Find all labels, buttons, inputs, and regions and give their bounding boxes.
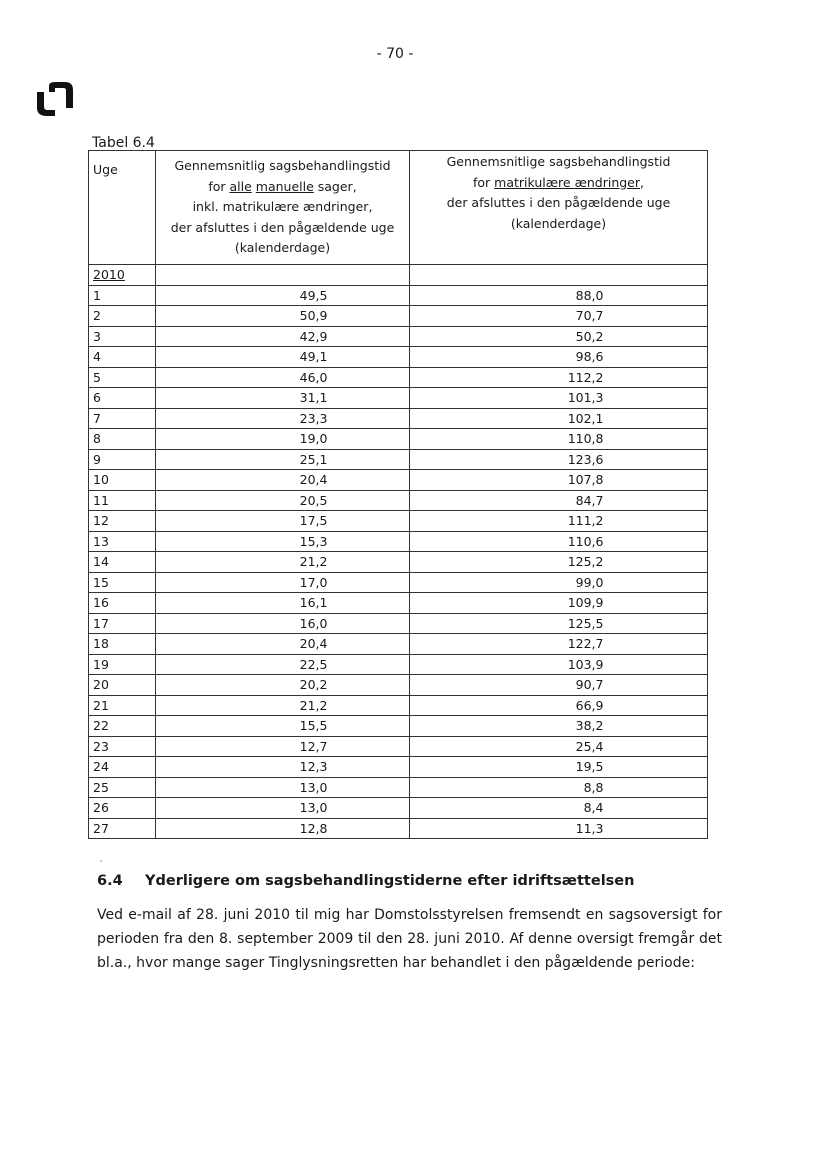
week-cell: 23 — [89, 736, 156, 757]
all-manual-value: 15,3 — [156, 531, 410, 552]
cadastral-value: 50,2 — [410, 326, 708, 347]
cadastral-value: 19,5 — [410, 757, 708, 778]
week-cell: 4 — [89, 347, 156, 368]
cadastral-value: 38,2 — [410, 716, 708, 737]
table-row — [89, 593, 708, 614]
week-cell: 12 — [89, 511, 156, 532]
week-cell: 22 — [89, 716, 156, 737]
week-cell: 8 — [89, 429, 156, 450]
section-title: Yderligere om sagsbehandlingstiderne efter idriftsættelsen — [145, 873, 635, 889]
year-row — [89, 265, 708, 286]
cadastral-value: 98,6 — [410, 347, 708, 368]
table-row — [89, 634, 708, 655]
all-manual-value: 13,0 — [156, 798, 410, 819]
scan-speck — [100, 860, 102, 862]
data-table — [88, 150, 708, 839]
table-row — [89, 613, 708, 634]
cadastral-value: 109,9 — [410, 593, 708, 614]
table-row — [89, 654, 708, 675]
table-caption: Tabel 6.4 — [92, 135, 155, 151]
week-cell: 14 — [89, 552, 156, 573]
all-manual-value: 17,5 — [156, 511, 410, 532]
all-manual-value: 31,1 — [156, 388, 410, 409]
table-row — [89, 757, 708, 778]
all-manual-value: 20,4 — [156, 634, 410, 655]
week-cell: 21 — [89, 695, 156, 716]
cadastral-value: 111,2 — [410, 511, 708, 532]
table-row — [89, 777, 708, 798]
table-row — [89, 675, 708, 696]
table-row — [89, 429, 708, 450]
table-row — [89, 347, 708, 368]
header-cadastral-changes: Gennemsnitlige sagsbehandlingstid for matrikulære ændringer, der afsluttes i den pågældende uge (kalenderdage) — [410, 151, 708, 265]
table-row — [89, 511, 708, 532]
table-row — [89, 306, 708, 327]
week-cell: 13 — [89, 531, 156, 552]
cadastral-value: 102,1 — [410, 408, 708, 429]
week-cell: 24 — [89, 757, 156, 778]
cadastral-value: 84,7 — [410, 490, 708, 511]
cadastral-value: 8,8 — [410, 777, 708, 798]
week-cell: 26 — [89, 798, 156, 819]
week-cell: 11 — [89, 490, 156, 511]
cadastral-value: 99,0 — [410, 572, 708, 593]
table-row — [89, 818, 708, 839]
table-row — [89, 285, 708, 306]
table-row — [89, 490, 708, 511]
table-header-row — [89, 151, 708, 265]
section-heading — [97, 873, 634, 889]
all-manual-value: 22,5 — [156, 654, 410, 675]
table-row — [89, 572, 708, 593]
cadastral-value: 88,0 — [410, 285, 708, 306]
cadastral-value: 122,7 — [410, 634, 708, 655]
cadastral-value: 123,6 — [410, 449, 708, 470]
table-row — [89, 736, 708, 757]
table-row — [89, 716, 708, 737]
all-manual-value: 16,1 — [156, 593, 410, 614]
header-week: Uge — [89, 151, 156, 265]
all-manual-value: 20,5 — [156, 490, 410, 511]
cadastral-value: 103,9 — [410, 654, 708, 675]
table-row — [89, 449, 708, 470]
table-row — [89, 695, 708, 716]
cadastral-value: 25,4 — [410, 736, 708, 757]
all-manual-value: 16,0 — [156, 613, 410, 634]
all-manual-value: 12,3 — [156, 757, 410, 778]
all-manual-value: 15,5 — [156, 716, 410, 737]
table-row — [89, 798, 708, 819]
body-paragraph: Ved e-mail af 28. juni 2010 til mig har Domstolsstyrelsen fremsendt en sagsoversigt for perioden fra den 8. september 2009 til den 28. juni 2010. Af denne oversigt fremgår det bl.a., hvor mange sager Tinglysningsretten har behandlet i den pågældende periode: — [97, 907, 722, 971]
week-cell: 5 — [89, 367, 156, 388]
week-cell: 19 — [89, 654, 156, 675]
all-manual-value: 50,9 — [156, 306, 410, 327]
week-cell: 25 — [89, 777, 156, 798]
table-row — [89, 326, 708, 347]
cadastral-value: 90,7 — [410, 675, 708, 696]
cadastral-value: 125,2 — [410, 552, 708, 573]
all-manual-value: 21,2 — [156, 695, 410, 716]
all-manual-value: 13,0 — [156, 777, 410, 798]
section-number: 6.4 — [97, 873, 123, 889]
table-row — [89, 470, 708, 491]
cadastral-value: 110,6 — [410, 531, 708, 552]
cadastral-value: 125,5 — [410, 613, 708, 634]
week-cell: 9 — [89, 449, 156, 470]
cadastral-value: 70,7 — [410, 306, 708, 327]
cadastral-value: 112,2 — [410, 367, 708, 388]
cadastral-value: 66,9 — [410, 695, 708, 716]
table-row — [89, 531, 708, 552]
cadastral-value: 11,3 — [410, 818, 708, 839]
week-cell: 16 — [89, 593, 156, 614]
cadastral-value: 101,3 — [410, 388, 708, 409]
all-manual-value: 21,2 — [156, 552, 410, 573]
all-manual-value: 20,4 — [156, 470, 410, 491]
week-cell: 7 — [89, 408, 156, 429]
all-manual-value: 46,0 — [156, 367, 410, 388]
cadastral-value: 107,8 — [410, 470, 708, 491]
all-manual-value: 12,8 — [156, 818, 410, 839]
all-manual-value: 49,5 — [156, 285, 410, 306]
all-manual-value: 19,0 — [156, 429, 410, 450]
cadastral-value: 110,8 — [410, 429, 708, 450]
week-cell: 10 — [89, 470, 156, 491]
cadastral-value: 8,4 — [410, 798, 708, 819]
all-manual-value: 42,9 — [156, 326, 410, 347]
all-manual-value: 49,1 — [156, 347, 410, 368]
table-row — [89, 552, 708, 573]
week-cell: 6 — [89, 388, 156, 409]
all-manual-value: 25,1 — [156, 449, 410, 470]
page-number: - 70 - — [376, 46, 414, 62]
week-cell: 18 — [89, 634, 156, 655]
week-cell: 20 — [89, 675, 156, 696]
week-cell: 2 — [89, 306, 156, 327]
table-row — [89, 408, 708, 429]
header-all-manual-cases: Gennemsnitlig sagsbehandlingstid for alle manuelle sager, inkl. matrikulære ændringer, der afsluttes i den pågældende uge (kalenderdage) — [156, 151, 410, 265]
all-manual-value: 20,2 — [156, 675, 410, 696]
year-cell: 2010 — [89, 265, 156, 286]
table-row — [89, 388, 708, 409]
table-row — [89, 367, 708, 388]
week-cell: 3 — [89, 326, 156, 347]
week-cell: 15 — [89, 572, 156, 593]
all-manual-value: 17,0 — [156, 572, 410, 593]
all-manual-value: 23,3 — [156, 408, 410, 429]
ombudsman-logo-icon — [33, 80, 77, 122]
week-cell: 1 — [89, 285, 156, 306]
week-cell: 17 — [89, 613, 156, 634]
all-manual-value: 12,7 — [156, 736, 410, 757]
week-cell: 27 — [89, 818, 156, 839]
